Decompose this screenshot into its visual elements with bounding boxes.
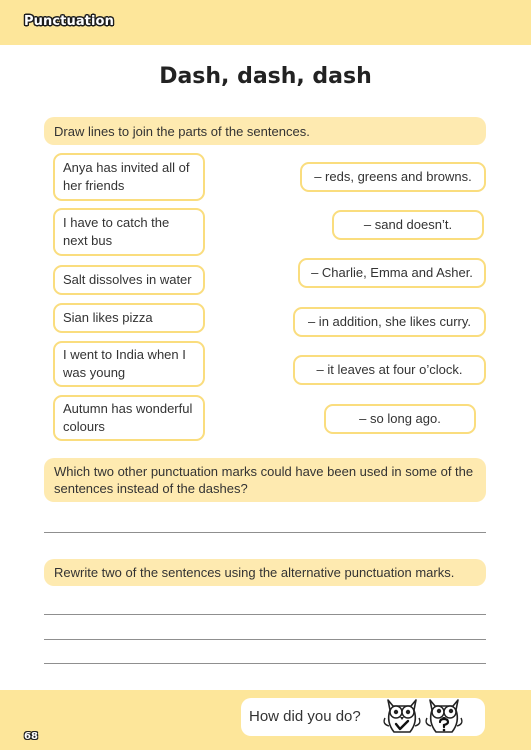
page-number: 68 bbox=[24, 731, 38, 742]
right-part-text: – reds, greens and browns. bbox=[314, 169, 472, 184]
question-rewrite-sentences bbox=[44, 559, 486, 586]
right-part-6[interactable] bbox=[324, 404, 476, 434]
left-part-3[interactable] bbox=[53, 265, 205, 295]
left-part-4[interactable] bbox=[53, 303, 205, 333]
right-part-text: – so long ago. bbox=[359, 411, 441, 426]
left-part-text: I have to catch the next bus bbox=[63, 215, 170, 248]
answer-line[interactable] bbox=[44, 639, 486, 640]
right-part-3[interactable] bbox=[298, 258, 486, 288]
right-part-4[interactable] bbox=[293, 307, 486, 337]
answer-line[interactable] bbox=[44, 663, 486, 664]
left-part-6[interactable] bbox=[53, 395, 205, 441]
question-text: Rewrite two of the sentences using the alternative punctuation marks. bbox=[54, 565, 455, 580]
question-punctuation-marks bbox=[44, 458, 486, 502]
owl-question-icon[interactable] bbox=[422, 694, 466, 738]
answer-line[interactable] bbox=[44, 532, 486, 533]
left-part-text: Anya has invited all of her friends bbox=[63, 160, 190, 193]
left-part-text: I went to India when I was young bbox=[63, 347, 186, 380]
instruction-join-sentences bbox=[44, 117, 486, 145]
left-part-5[interactable] bbox=[53, 341, 205, 387]
right-part-2[interactable] bbox=[332, 210, 484, 240]
instruction-text: Draw lines to join the parts of the sentences. bbox=[54, 123, 310, 139]
owl-tick-icon[interactable] bbox=[380, 694, 424, 738]
section-tag: Punctuation bbox=[24, 14, 114, 29]
left-part-2[interactable] bbox=[53, 208, 205, 256]
right-part-text: – sand doesn’t. bbox=[363, 217, 453, 232]
left-part-1[interactable] bbox=[53, 153, 205, 201]
right-part-5[interactable] bbox=[293, 355, 486, 385]
right-part-1[interactable] bbox=[300, 162, 486, 192]
left-part-text: Sian likes pizza bbox=[63, 310, 153, 325]
self-review-prompt: How did you do? bbox=[249, 708, 361, 725]
left-part-text: Salt dissolves in water bbox=[63, 272, 192, 287]
page-title: Dash, dash, dash bbox=[159, 64, 372, 89]
right-part-text: – in addition, she likes curry. bbox=[307, 314, 472, 329]
right-part-text: – it leaves at four o’clock. bbox=[316, 362, 463, 377]
question-text: Which two other punctuation marks could have been used in some of the sentences instead of the dashes? bbox=[54, 464, 474, 496]
right-part-text: – Charlie, Emma and Asher. bbox=[311, 265, 473, 280]
left-part-text: Autumn has wonderful colours bbox=[63, 401, 193, 434]
answer-line[interactable] bbox=[44, 614, 486, 615]
